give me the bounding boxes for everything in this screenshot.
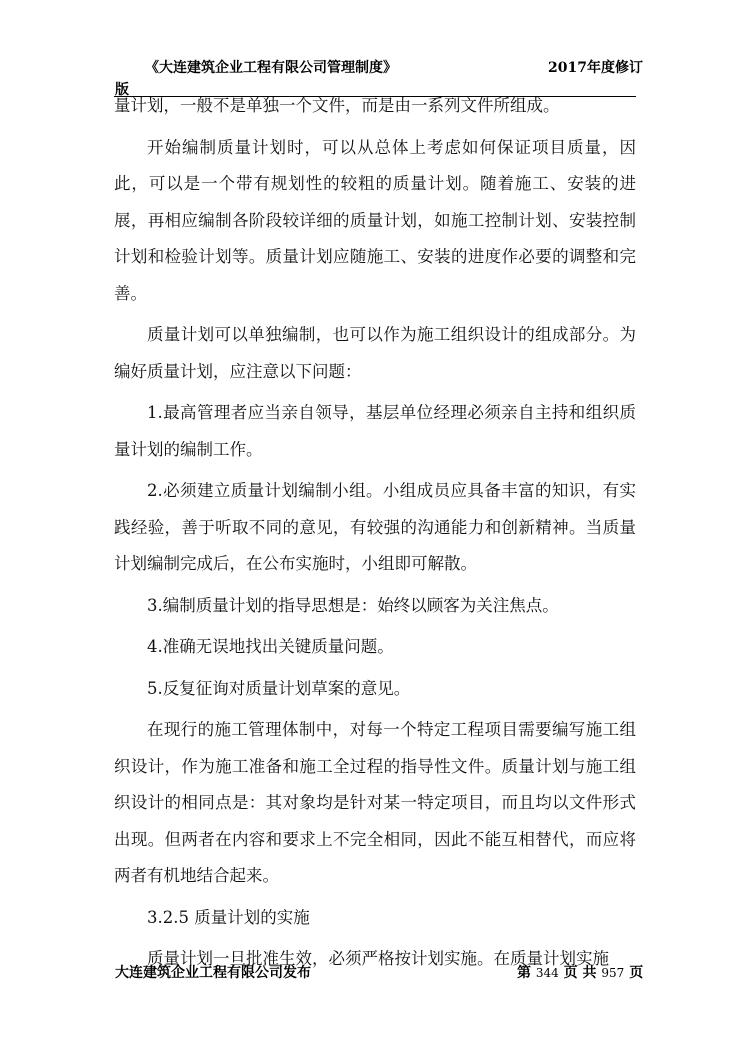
list-item: 4.准确无误地找出关键质量问题。 (147, 637, 394, 656)
paragraph: 开始编制质量计划时，可以从总体上考虑如何保证项目质量，因此，可以是一个带有规划性的较粗的质量计划。随着施工、安装的进展，再相应编制各阶段较详细的质量计划，如施工控制计划、安装控制计划和检验计划等。质量计划应随施工、安装的进度作必要的调整和完善。 (114, 137, 636, 303)
list-item: 2.必须建立质量计划编制小组。小组成员应具备丰富的知识，有实践经验，善于听取不同的意见，有较强的沟通能力和创新精神。当质量计划编制完成后，在公布实施时，小组即可解散。 (114, 481, 636, 573)
page-current: 344 (535, 966, 559, 980)
list-item: 1.最高管理者应当亲自领导，基层单位经理必须亲自主持和组织质量计划的编制工作。 (114, 403, 636, 459)
document-body (114, 88, 636, 983)
paragraph-continued: 量计划，一般不是单独一个文件，而是由一系列文件所组成。 (114, 96, 560, 115)
page-total: 957 (601, 966, 625, 980)
page-mid: 页 共 (563, 965, 597, 981)
header-edition: 2017年度修订 (548, 60, 643, 76)
paragraph: 在现行的施工管理体制中，对每一个特定工程项目需要编写施工组织设计，作为施工准备和施工全过程的指导性文件。质量计划与施工组织设计的相同点是：其对象均是针对某一特定项目，而且均以文件形式出现。但两者在内容和要求上不完全相同，因此不能互相替代，而应将两者有机地结合起来。 (114, 720, 636, 885)
header-title: 《大连建筑企业工程有限公司管理制度》 (145, 60, 397, 76)
header-edition-continuation: 版 (115, 82, 129, 98)
page-prefix: 第 (517, 965, 531, 981)
paragraph: 质量计划可以单独编制，也可以作为施工组织设计的组成部分。为编好质量计划，应注意以下问题： (114, 325, 636, 381)
footer-publisher: 大连建筑企业工程有限公司发布 (115, 965, 311, 981)
list-item: 3.编制质量计划的指导思想是：始终以顾客为关注焦点。 (147, 595, 559, 615)
paragraph: 质量计划一旦批准生效，必须严格按计划实施。在质量计划实施 (147, 949, 609, 968)
section-heading: 3.2.5 质量计划的实施 (147, 907, 310, 927)
list-item: 5.反复征询对质量计划草案的意见。 (147, 678, 411, 698)
page-suffix: 页 (629, 965, 644, 981)
page-number (517, 962, 643, 982)
